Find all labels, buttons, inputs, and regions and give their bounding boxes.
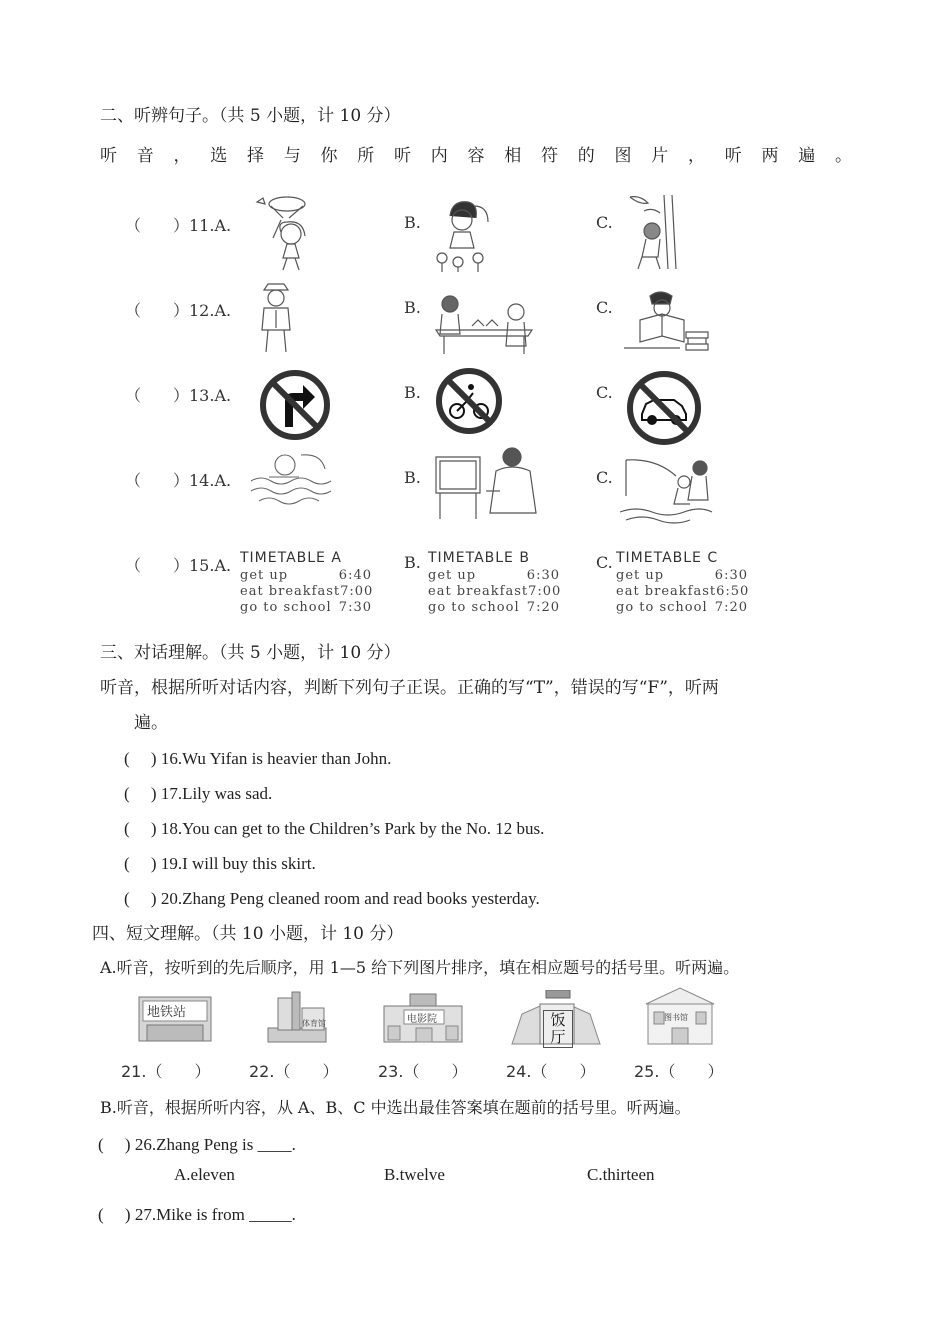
timetable-b-row: go to school 7:20	[428, 600, 560, 615]
question-20: ( ) 20.Zhang Peng cleaned room and read books yesterday.	[124, 889, 540, 908]
timetable-a-row: go to school 7:30	[240, 600, 372, 615]
question-12-number: （ ）12.A.	[125, 301, 232, 320]
question-26-option-c: C.thirteen	[587, 1165, 655, 1184]
question-22-label: 22.（ ）	[249, 1062, 339, 1081]
part4-instruction-b: B.听音，根据所听内容，从 A、B、C 中选出最佳答案填在题前的括号里。听两遍。	[100, 1098, 691, 1117]
question-26: ( ) 26.Zhang Peng is ____.	[98, 1135, 296, 1154]
timetable-a-title: TIMETABLE A	[240, 550, 342, 566]
boy-climbing-tree-icon	[620, 193, 680, 269]
instruction-char: 。	[835, 146, 852, 166]
dining-hall-icon: 饭厅	[510, 990, 602, 1046]
question-17: ( ) 17.Lily was sad.	[124, 784, 273, 803]
instruction-char: ，	[173, 146, 191, 166]
no-right-turn-sign-icon	[259, 369, 331, 441]
part2-instruction	[100, 141, 852, 166]
timetable-a-row: get up 6:40	[240, 568, 372, 583]
timetable-c-row: eat breakfast 6:50	[616, 584, 750, 599]
question-15-b-label: B.	[404, 553, 421, 572]
instruction-char: 内	[430, 146, 448, 166]
question-11-b-label: B.	[404, 213, 421, 232]
timetable-a-row: eat breakfast 7:00	[240, 584, 374, 599]
instruction-char: 你	[320, 146, 338, 166]
instruction-char: 图	[614, 146, 632, 166]
part3-instruction-line1: 听音，根据所听对话内容，判断下列句子正误。正确的写“T”，错误的写“F”，听两	[100, 678, 719, 698]
instruction-char: 听	[394, 146, 411, 166]
policeman-icon	[254, 280, 298, 354]
instruction-char: 择	[247, 146, 264, 166]
instruction-char: 听	[100, 146, 117, 166]
no-cars-sign-icon	[626, 370, 702, 446]
question-13-c-label: C.	[596, 383, 613, 402]
timetable-c-row: go to school 7:20	[616, 600, 748, 615]
girl-butterfly-net-icon	[243, 192, 323, 272]
timetable-c	[616, 550, 766, 615]
question-25-label: 25.（ ）	[634, 1062, 724, 1081]
instruction-char: 与	[283, 146, 301, 166]
kids-at-table-icon	[432, 290, 536, 356]
question-11-c-label: C.	[596, 213, 613, 232]
question-21-label: 21.（ ）	[121, 1062, 211, 1081]
instruction-char: 相	[504, 146, 522, 166]
section-title-part2: 二、听辨句子。（共 5 小题，计 10 分）	[100, 106, 401, 126]
question-24-label: 24.（ ）	[506, 1062, 596, 1081]
question-26-option-a: A.eleven	[174, 1165, 235, 1184]
question-12-b-label: B.	[404, 298, 421, 317]
question-15-number: （ ）15.A.	[125, 556, 232, 575]
question-14-number: （ ）14.A.	[125, 471, 232, 490]
timetable-a	[240, 550, 390, 615]
question-14-c-label: C.	[596, 468, 613, 487]
question-23-label: 23.（ ）	[378, 1062, 468, 1081]
boy-swimming-icon	[245, 447, 333, 515]
instruction-char: 遍	[798, 146, 816, 166]
question-12-c-label: C.	[596, 298, 613, 317]
question-14-b-label: B.	[404, 468, 421, 487]
gym-icon: 体育馆	[262, 988, 330, 1046]
instruction-char: 的	[577, 146, 595, 166]
question-15-c-label: C.	[596, 553, 613, 572]
timetable-c-title: TIMETABLE C	[616, 550, 719, 566]
part3-instruction-line2: 遍。	[134, 713, 168, 733]
instruction-char: 选	[210, 146, 228, 166]
question-11-number: （ ）11.A.	[125, 216, 232, 235]
no-cycling-sign-icon	[435, 367, 503, 435]
girl-flowers-icon	[432, 196, 492, 272]
instruction-char: 音	[136, 146, 154, 166]
timetable-b-row: eat breakfast 7:00	[428, 584, 562, 599]
question-27: ( ) 27.Mike is from _____.	[98, 1205, 296, 1224]
question-13-number: （ ）13.A.	[125, 386, 232, 405]
instruction-char: 符	[541, 146, 558, 166]
part4-instruction-a: A.听音，按听到的先后顺序，用 1—5 给下列图片排序，填在相应题号的括号里。听两遍。	[100, 958, 740, 977]
section-title-part4: 四、短文理解。（共 10 小题，计 10 分）	[92, 924, 404, 944]
instruction-char: ，	[688, 146, 705, 166]
instruction-char: 听	[724, 146, 742, 166]
cinema-icon: 电影院	[380, 992, 466, 1044]
section-title-part3: 三、对话理解。（共 5 小题，计 10 分）	[100, 643, 401, 663]
instruction-char: 容	[467, 146, 485, 166]
man-watching-tv-icon	[430, 443, 542, 523]
timetable-b-row: get up 6:30	[428, 568, 560, 583]
instruction-char: 两	[761, 146, 779, 166]
instruction-char: 所	[357, 146, 375, 166]
question-19: ( ) 19.I will buy this skirt.	[124, 854, 316, 873]
man-fishing-icon	[616, 456, 716, 524]
timetable-c-row: get up 6:30	[616, 568, 748, 583]
question-26-option-b: B.twelve	[384, 1165, 445, 1184]
instruction-char: 片	[651, 146, 669, 166]
timetable-b-title: TIMETABLE B	[428, 550, 530, 566]
question-16: ( ) 16.Wu Yifan is heavier than John.	[124, 749, 392, 768]
library-icon: 图书馆	[640, 984, 720, 1046]
timetable-b	[428, 550, 578, 615]
question-18: ( ) 18.You can get to the Children’s Park by the No. 12 bus.	[124, 819, 545, 838]
subway-station-icon: 地铁站	[137, 993, 213, 1043]
question-13-b-label: B.	[404, 383, 421, 402]
boy-reading-books-icon	[620, 288, 710, 354]
